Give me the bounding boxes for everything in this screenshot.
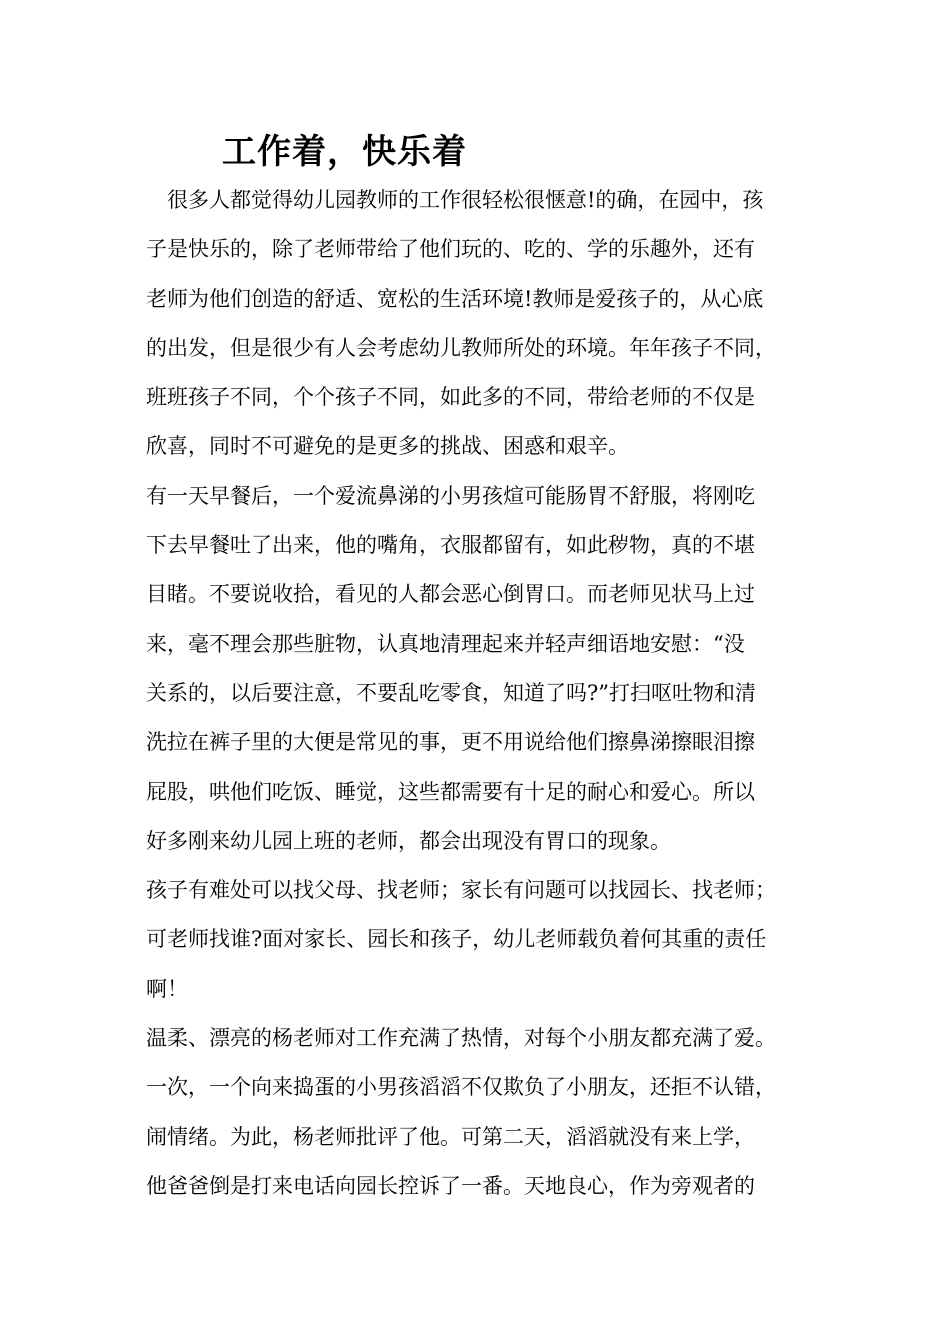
text-line: 关系的，以后要注意，不要乱吃零食，知道了吗?”打扫呕吐物和清 xyxy=(146,680,756,705)
document-body xyxy=(146,176,828,1211)
text-line: 的出发，但是很少有人会考虑幼儿教师所处的环境。年年孩子不同， xyxy=(146,335,776,360)
text-line: 啊！ xyxy=(146,976,188,1001)
text-line: 一次，一个向来捣蛋的小男孩滔滔不仅欺负了小朋友，还拒不认错， xyxy=(146,1075,776,1100)
text-line: 好多刚来幼儿园上班的老师，都会出现没有胃口的现象。 xyxy=(146,828,671,853)
text-line: 很多人都觉得幼儿园教师的工作很轻松很惬意!的确，在园中，孩 xyxy=(167,188,764,212)
text-line: 闹情绪。为此，杨老师批评了他。可第二天，滔滔就没有来上学， xyxy=(146,1124,755,1149)
text-line: 下去早餐吐了出来，他的嘴角，衣服都留有，如此秽物，真的不堪 xyxy=(146,533,755,558)
text-line: 可老师找谁?面对家长、园长和孩子，幼儿老师载负着何其重的责任 xyxy=(146,927,767,952)
text-line: 目睹。不要说收拾，看见的人都会恶心倒胃口。而老师见状马上过 xyxy=(146,582,755,607)
text-line: 他爸爸倒是打来电话向园长控诉了一番。天地良心，作为旁观者的 xyxy=(146,1173,755,1198)
text-line: 孩子有难处可以找父母、找老师；家长有问题可以找园长、找老师； xyxy=(146,878,776,903)
text-line: 欣喜，同时不可避免的是更多的挑战、困惑和艰辛。 xyxy=(146,434,629,459)
text-line: 子是快乐的，除了老师带给了他们玩的、吃的、学的乐趣外，还有 xyxy=(146,237,755,262)
text-line: 来，毫不理会那些脏物，认真地清理起来并轻声细语地安慰：“没 xyxy=(146,631,745,656)
text-line: 温柔、漂亮的杨老师对工作充满了热情，对每个小朋友都充满了爱。 xyxy=(146,1026,776,1051)
text-line: 屁股，哄他们吃饭、睡觉，这些都需要有十足的耐心和爱心。所以 xyxy=(146,779,755,804)
document-title: 工作着，快乐着 xyxy=(222,132,467,172)
text-line: 有一天早餐后，一个爱流鼻涕的小男孩煊可能肠胃不舒服，将刚吃 xyxy=(146,483,755,508)
text-line: 班班孩子不同，个个孩子不同，如此多的不同，带给老师的不仅是 xyxy=(146,385,755,410)
text-line: 老师为他们创造的舒适、宽松的生活环境!教师是爱孩子的，从心底 xyxy=(146,286,764,311)
text-line: 洗拉在裤子里的大便是常见的事，更不用说给他们擦鼻涕擦眼泪擦 xyxy=(146,730,755,755)
